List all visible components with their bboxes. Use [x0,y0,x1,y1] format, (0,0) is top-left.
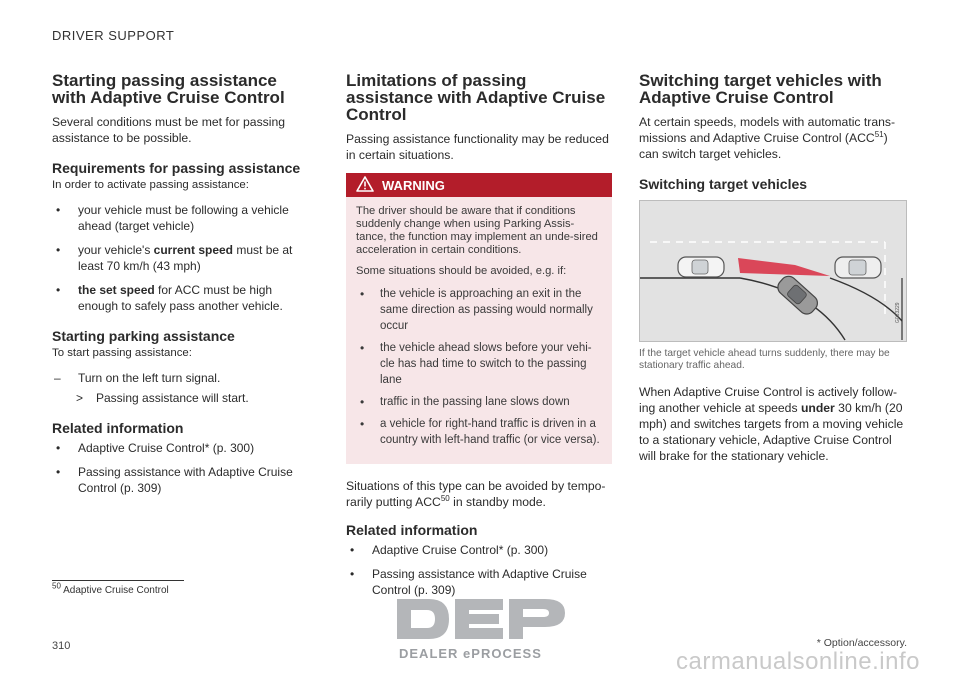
section-title-limitations: Limitations of passing assistance with Adaptive Cruise Control [346,71,606,124]
illustration-target-switch [639,200,907,342]
figure-caption: If the target vehicle ahead turns suddenly, there may be stationary traffic ahead. [639,348,890,371]
footnote: $^{50}$ Adaptive Cruise Control [52,581,169,596]
road-illustration [640,201,906,341]
section-title-starting-passing: Starting passing assistance with Adaptive Cruise Control [52,71,285,107]
body-text: When Adaptive Cruise Control is actively follow-ing another vehicle at speeds under 30 km/h (20 mph) and switches targets from a moving vehicle to a stationary vehicle, Adaptive Cruise Control will brake for the stationary vehicle. [639,385,904,463]
parking-intro: To start passing assistance: [52,347,192,359]
heading-related-info: Related information [346,522,478,538]
svg-text:DEALER ePROCESS: DEALER ePROCESS [399,646,542,661]
list-item: • your vehicle must be following a vehicle ahead (target vehicle) [52,202,302,234]
intro-text: Passing assistance functionality may be reduced in certain situations. [346,132,609,162]
related-links [346,542,612,598]
related-link[interactable]: • Adaptive Cruise Control* (p. 300) [346,542,612,558]
heading-related-info: Related information [52,420,184,436]
list-item: • the vehicle is approaching an exit in the same direction as passing would normally occur [356,286,602,334]
column-switching-targets [639,72,907,464]
heading-requirements: Requirements for passing assistance [52,160,301,176]
page-number: 310 [52,640,71,652]
option-note: * Option/accessory. [816,637,907,649]
intro-text: Several conditions must be met for passing assistance to be possible. [52,115,286,145]
related-links [52,440,302,496]
section-title-switching: Switching target vehicles with Adaptive Cruise Control [639,71,882,107]
related-link[interactable]: • Passing assistance with Adaptive Cruise Control (p. 309) [346,566,612,598]
column-limitations [346,72,612,606]
requirements-intro: In order to activate passing assistance: [52,179,249,191]
heading-switching-vehicles: Switching target vehicles [639,176,808,192]
list-item: • your vehicle's current speed must be at least 70 km/h (43 mph) [52,242,302,274]
heading-parking-assistance: Starting parking assistance [52,328,235,344]
list-item: • the set speed for ACC must be high enough to safely pass another vehicle. [52,282,302,314]
watermark: carmanualsonline.info [676,648,920,675]
warning-sub: Some situations should be avoided, e.g. if: [356,265,567,277]
warning-text: The driver should be aware that if conditions suddenly change when using Parking Assis-tance, the function may implement an unde-sired acceleration in certain conditions. [356,205,598,256]
list-item: • the vehicle ahead slows before your vehi-cle has had time to switch to the passing lane [356,340,602,388]
intro-text: At certain speeds, models with automatic trans-missions and Adaptive Cruise Control (ACC$^{51}$) can switch target vehicles. [639,115,896,161]
requirements-list [52,202,302,314]
related-link[interactable]: • Adaptive Cruise Control* (p. 300) [52,440,302,456]
warning-triangle-icon [356,176,374,195]
stationary-car-icon [835,257,881,278]
svg-text:G063229: G063229 [895,302,901,323]
own-car-icon [678,257,724,277]
warning-header [346,173,612,197]
warning-box [346,173,612,464]
avoid-text: Situations of this type can be avoided by tempo-rarily putting ACC$^{50}$ in standby mode. [346,479,606,509]
step-result: > Passing assistance will start. [52,390,302,406]
warning-list [356,286,602,448]
list-item: – Turn on the left turn signal. [52,370,302,386]
list-item: • a vehicle for right-hand traffic is driven in a country with left-hand traffic (or vice versa). [356,416,602,448]
warning-label: WARNING [382,177,445,193]
related-link[interactable]: • Passing assistance with Adaptive Cruise Control (p. 309) [52,464,302,496]
column-passing-assistance [52,72,302,504]
dealer-eprocess-logo [395,595,570,665]
list-item: • traffic in the passing lane slows down [356,394,602,410]
footnote-divider [52,580,184,581]
page-header: DRIVER SUPPORT [52,28,175,43]
warning-body [346,197,612,464]
parking-steps [52,370,302,386]
